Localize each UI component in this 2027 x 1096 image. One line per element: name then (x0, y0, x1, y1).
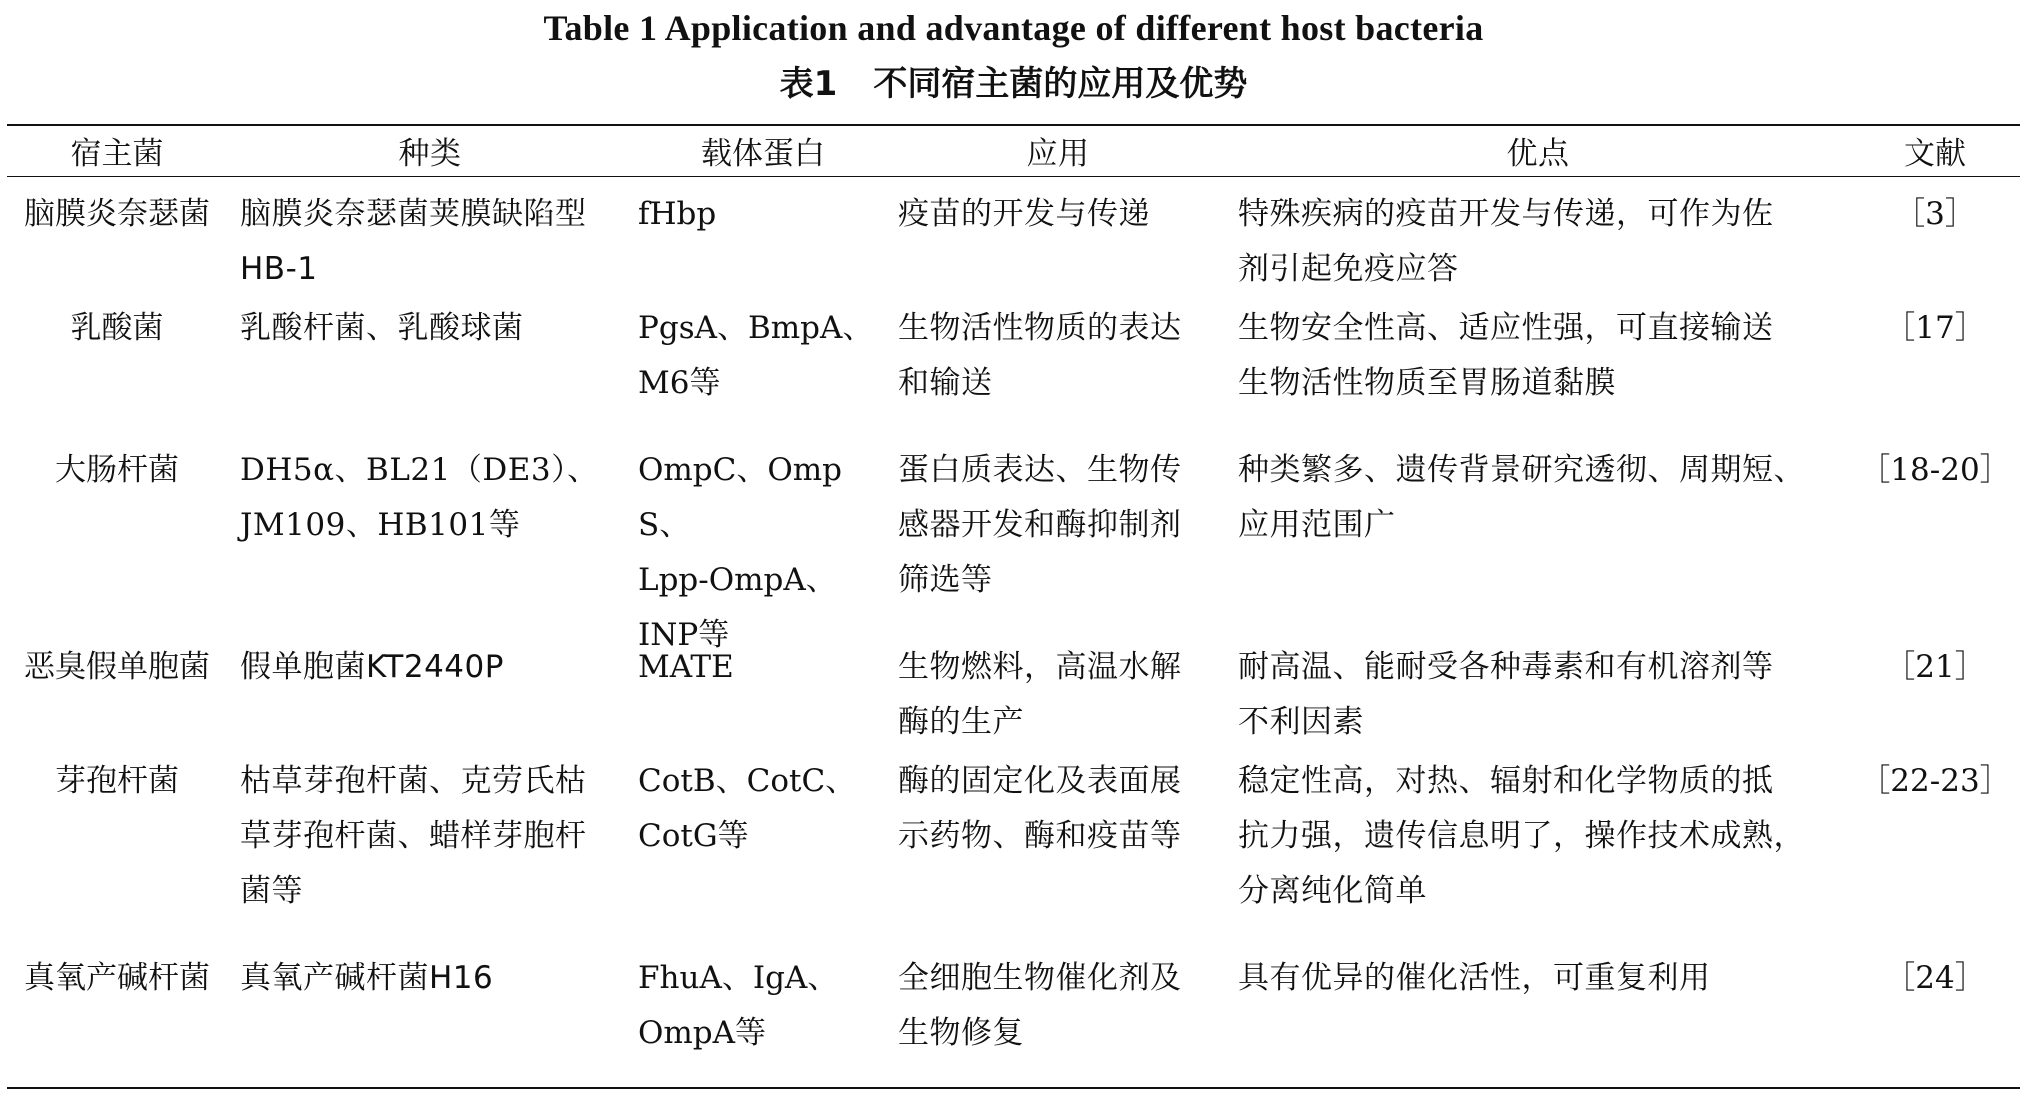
header-advantage: 优点 (1506, 136, 1570, 172)
row-5-application: 酶的固定化及表面展 示药物、酶和疫苗等 (898, 763, 1182, 854)
row-1-reference: ［3］ (1894, 196, 1976, 232)
row-2-reference: ［17］ (1884, 310, 1986, 346)
row-6-host: 真氧产碱杆菌 (24, 960, 210, 996)
row-2-carrier: PgsA、BmpA、 M6等 (638, 310, 874, 401)
row-1-advantage: 特殊疾病的疫苗开发与传递，可作为佐 剂引起免疫应答 (1238, 196, 1774, 287)
row-4-host: 恶臭假单胞菌 (24, 649, 210, 685)
row-6-advantage: 具有优异的催化活性，可重复利用 (1238, 960, 1711, 996)
row-3-strain: DH5α、BL21（DE3）、 JM109、HB101等 (240, 452, 599, 543)
row-5-strain: 枯草芽孢杆菌、克劳氏枯 草芽孢杆菌、蜡样芽胞杆 菌等 (240, 763, 587, 909)
row-4-reference: ［21］ (1884, 649, 1986, 685)
row-5-carrier: CotB、CotC、 CotG等 (638, 763, 857, 854)
row-6-strain: 真氧产碱杆菌H16 (240, 960, 494, 996)
row-4-carrier: MATE (638, 649, 734, 685)
row-3-advantage: 种类繁多、遗传背景研究透彻、周期短、 应用范围广 (1238, 452, 1805, 543)
row-4-strain: 假单胞菌KT2440P (240, 649, 504, 685)
row-2-strain: 乳酸杆菌、乳酸球菌 (240, 310, 524, 346)
row-2-advantage: 生物安全性高、适应性强，可直接输送 生物活性物质至胃肠道黏膜 (1238, 310, 1774, 401)
row-5-host: 芽孢杆菌 (55, 763, 179, 799)
row-6-reference: ［24］ (1884, 960, 1986, 996)
row-6-carrier: FhuA、IgA、 OmpA等 (638, 960, 839, 1051)
row-1-carrier: fHbp (638, 196, 717, 232)
header-application: 应用 (1026, 136, 1090, 172)
table-number: 表1 (779, 64, 838, 104)
row-1-host: 脑膜炎奈瑟菌 (24, 196, 210, 232)
row-3-application: 蛋白质表达、生物传 感器开发和酶抑制剂 筛选等 (898, 452, 1182, 598)
row-5-advantage: 稳定性高，对热、辐射和化学物质的抵 抗力强，遗传信息明了，操作技术成熟， 分离纯化简单 (1238, 763, 1805, 909)
row-1-application: 疫苗的开发与传递 (898, 196, 1150, 232)
row-1-strain: 脑膜炎奈瑟菌荚膜缺陷型 HB-1 (240, 196, 587, 287)
row-3-carrier: OmpC、OmpS、 Lpp-OmpA、 INP等 (638, 452, 843, 653)
table-caption: 不同宿主菌的应用及优势 (873, 64, 1248, 104)
row-5-reference: ［22-23］ (1859, 763, 2011, 799)
row-6-application: 全细胞生物催化剂及 生物修复 (898, 960, 1182, 1051)
header-carrier: 载体蛋白 (701, 136, 825, 172)
header-reference: 文献 (1904, 136, 1966, 172)
row-3-host: 大肠杆菌 (55, 452, 179, 488)
row-4-advantage: 耐高温、能耐受各种毒素和有机溶剂等 不利因素 (1238, 649, 1774, 740)
header-host: 宿主菌 (70, 136, 164, 172)
row-3-reference: ［18-20］ (1859, 452, 2011, 488)
row-4-application: 生物燃料，高温水解 酶的生产 (898, 649, 1182, 740)
table-title-english: Table 1 Application and advantage of different host bacteria (543, 8, 1484, 48)
row-2-application: 生物活性物质的表达 和输送 (898, 310, 1182, 401)
header-strain: 种类 (398, 136, 462, 172)
row-2-host: 乳酸菌 (70, 310, 164, 346)
